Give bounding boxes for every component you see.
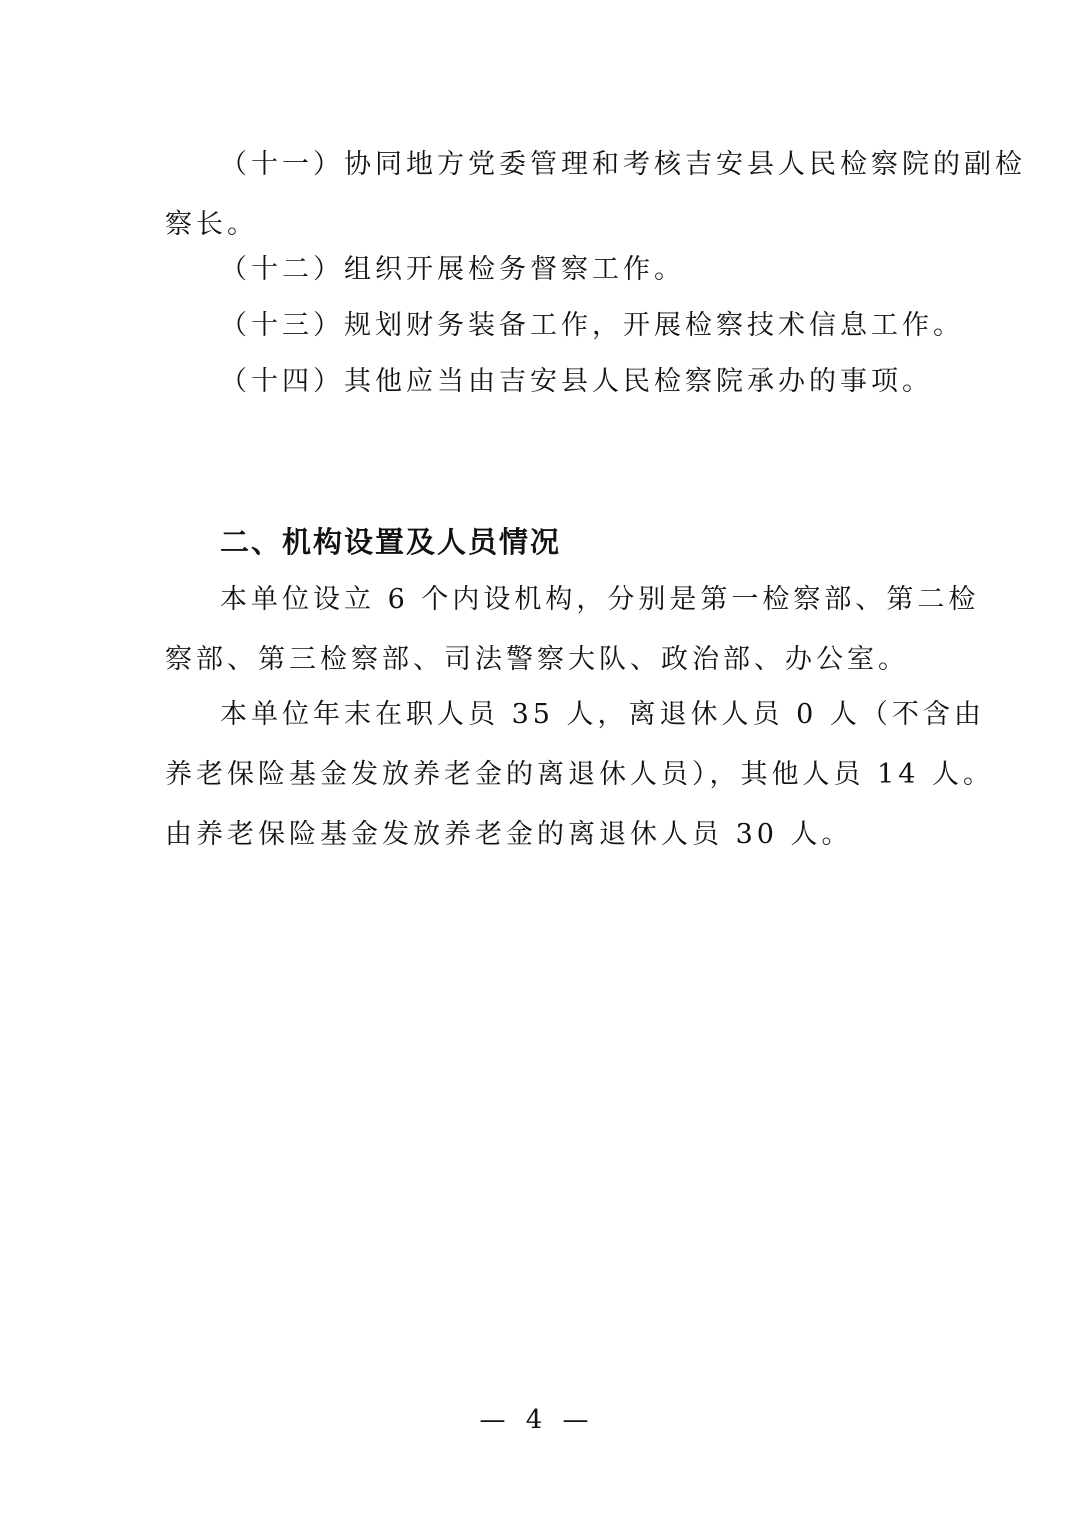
paragraph-item-12	[165, 240, 915, 300]
paragraph-line: 由养老保险基金发放养老金的离退休人员 30 人。	[165, 819, 853, 850]
section-heading: 二、机构设置及人员情况	[220, 525, 562, 559]
paragraph-line: 本单位年末在职人员 35 人，离退休人员 0 人（不含由	[220, 699, 985, 730]
paragraph-line: 察长。	[165, 209, 258, 240]
paragraph-line: （十一）协同地方党委管理和考核吉安县人民检察院的副检	[220, 149, 1026, 180]
paragraph-line: （十二）组织开展检务督察工作。	[220, 254, 685, 285]
paragraph-line: （十三）规划财务装备工作，开展检察技术信息工作。	[220, 310, 964, 341]
paragraph-personnel	[165, 685, 995, 865]
paragraph-line: 本单位设立 6 个内设机构，分别是第一检察部、第二检	[220, 584, 980, 615]
paragraph-line: 察部、第三检察部、司法警察大队、政治部、办公室。	[165, 644, 909, 675]
paragraph-item-11	[165, 135, 1026, 255]
paragraph-institutions	[165, 570, 980, 690]
paragraph-item-14	[165, 352, 933, 412]
page-number: — 4 —	[479, 1405, 595, 1435]
paragraph-line: （十四）其他应当由吉安县人民检察院承办的事项。	[220, 366, 933, 397]
paragraph-line: 养老保险基金发放养老金的离退休人员），其他人员 14 人。	[165, 759, 995, 790]
paragraph-item-13	[165, 296, 964, 356]
